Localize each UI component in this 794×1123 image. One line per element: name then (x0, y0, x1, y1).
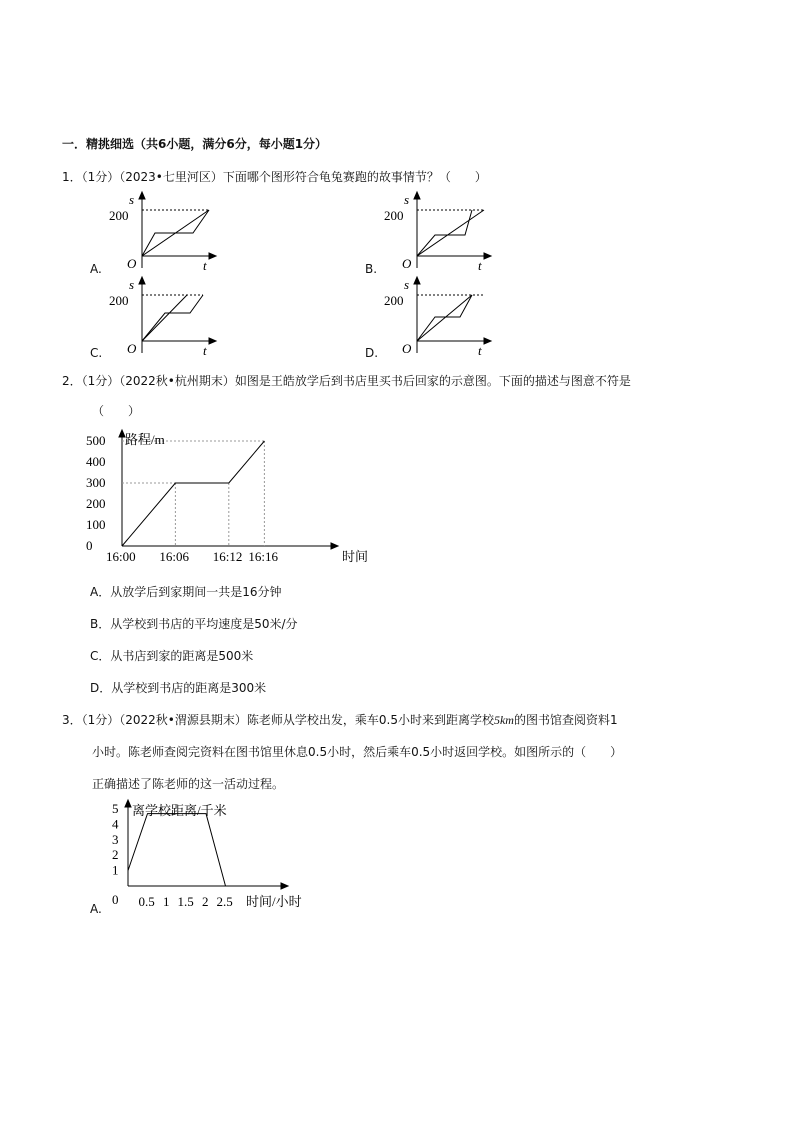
x-tick-label: 2 (202, 894, 209, 909)
y-tick-label: 400 (86, 454, 106, 469)
y-tick-200: 200 (384, 208, 404, 223)
x-tick-label: 16:00 (106, 549, 136, 564)
distance-line (122, 441, 264, 546)
y-axis-arrow (414, 192, 420, 199)
q2-chart (80, 428, 390, 570)
x-axis-arrow (331, 543, 338, 549)
q3-chart (100, 798, 350, 916)
origin-label: O (127, 256, 137, 271)
q2-choice-b[interactable]: B．从学校到书店的平均速度是50米/分 (90, 617, 298, 631)
x-tick-label: 16:12 (212, 549, 243, 564)
y-axis-label: 路程/m (125, 432, 165, 447)
x-axis-arrow (484, 338, 491, 344)
x-tick-label: 1 (163, 894, 170, 909)
y-axis-arrow (125, 800, 131, 807)
x-axis-arrow (281, 883, 288, 889)
y-axis-label: s (129, 192, 135, 207)
y-axis-arrow (139, 192, 145, 199)
x-tick-label: 16:16 (248, 549, 279, 564)
y-tick-label: 200 (86, 496, 106, 511)
y-tick-label: 100 (86, 517, 106, 532)
hare-line (417, 210, 472, 256)
y-tick-200: 200 (384, 293, 404, 308)
x-tick-label: 0.5 (138, 894, 155, 909)
tortoise-line (417, 295, 472, 341)
section-title: 一．精挑细选（共6小题，满分6分，每小题1分） (62, 137, 328, 151)
q1-graph-d (380, 275, 495, 360)
y-tick-200: 200 (109, 208, 129, 223)
distance-line (128, 814, 226, 886)
question-3-stem-line2: 小时。陈老师查阅完资料在图书馆里休息0.5小时，然后乘车0.5小时返回学校。如图所示的（ ） (92, 745, 623, 759)
x-tick-label: 1.5 (177, 894, 194, 909)
y-tick-label: 2 (112, 847, 119, 863)
question-3-stem-part2: 的图书馆查阅资料1 (513, 713, 618, 727)
origin-label: O (402, 256, 412, 271)
y-tick-label: 5 (112, 801, 119, 816)
x-axis-label: 时间 (342, 549, 369, 564)
y-axis-label: s (404, 192, 410, 207)
q2-choice-d[interactable]: D．从学校到书店的距离是300米 (90, 681, 267, 695)
y-axis-arrow (414, 277, 420, 284)
tortoise-line (417, 210, 484, 256)
hare-line (142, 295, 203, 341)
y-tick-200: 200 (109, 293, 129, 308)
q2-choice-c[interactable]: C．从书店到家的距离是500米 (90, 649, 254, 663)
y-tick-label: 1 (112, 862, 119, 878)
y-tick-label: 3 (112, 831, 119, 847)
x-tick-label: 16:06 (159, 549, 190, 564)
x-axis-arrow (484, 253, 491, 259)
y-tick-label: 300 (86, 475, 106, 490)
x-axis-arrow (209, 338, 216, 344)
y-tick-label: 4 (112, 816, 119, 832)
x-axis-label: t (478, 343, 482, 358)
question-1-stem: 1．（1分）（2023•七里河区）下面哪个图形符合龟兔赛跑的故事情节？（ ） (62, 170, 487, 184)
y-axis-label: s (129, 277, 135, 292)
y-axis-label: 离学校距离/千米 (132, 803, 227, 818)
y-tick-label: 0 (112, 892, 119, 907)
q2-choice-a[interactable]: A．从放学后到家期间一共是16分钟 (90, 585, 282, 599)
question-2-stem-line1: 2．（1分）（2022秋•杭州期末）如图是王皓放学后到书店里买书后回家的示意图。下面的描述与图意不符是 (62, 374, 631, 388)
question-3-stem-line3: 正确描述了陈老师的这一活动过程。 (92, 777, 285, 791)
question-2-stem-line2: （ ） (92, 404, 141, 418)
x-tick-label: 2.5 (216, 894, 233, 909)
q1-option-a[interactable]: A. (90, 262, 102, 276)
question-3-stem-line1 (62, 711, 618, 728)
x-axis-label: 时间/小时 (246, 894, 302, 909)
x-axis-label: t (478, 258, 482, 273)
y-tick-label: 500 (86, 433, 106, 448)
q1-graph-a (105, 190, 220, 275)
origin-label: O (402, 341, 412, 356)
x-axis-arrow (209, 253, 216, 259)
question-3-stem-km: 5km (493, 713, 514, 727)
y-tick-label: 0 (86, 538, 93, 553)
origin-label: O (127, 341, 137, 356)
x-axis-label: t (203, 343, 207, 358)
tortoise-line (142, 295, 187, 341)
q1-graph-b (380, 190, 495, 275)
y-axis-label: s (404, 277, 410, 292)
q1-option-c[interactable]: C. (90, 346, 103, 360)
x-axis-label: t (203, 258, 207, 273)
q1-option-b[interactable]: B. (365, 262, 378, 276)
q1-graph-c (105, 275, 220, 360)
q1-option-d[interactable]: D. (365, 346, 379, 360)
question-3-stem-part1: 3．（1分）（2022秋•渭源县期末）陈老师从学校出发，乘车0.5小时来到距离学校 (62, 713, 494, 727)
q3-option-a[interactable]: A. (90, 902, 102, 916)
y-axis-arrow (139, 277, 145, 284)
